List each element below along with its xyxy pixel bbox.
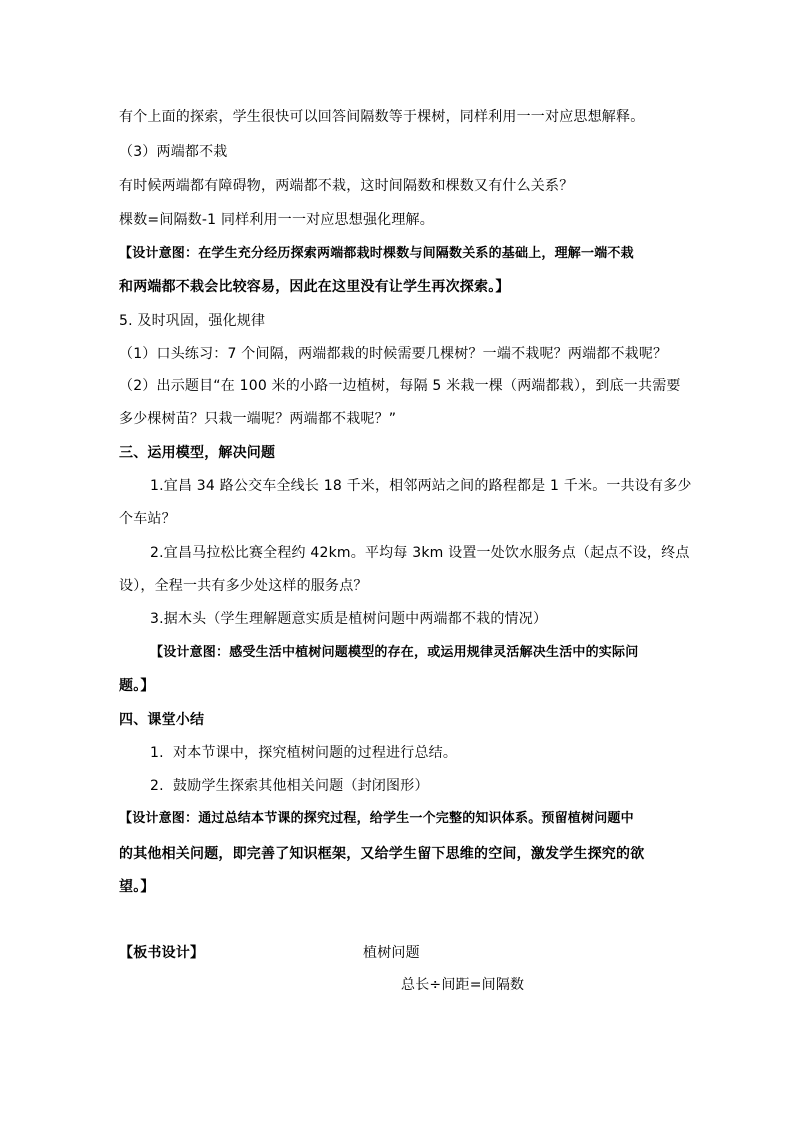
design-intent-line: 【设计意图：感受生活中植树问题模型的存在，或运用规律灵活解决生活中的实际问 [150, 645, 639, 660]
design-intent-line: 【设计意图：通过总结本节课的探究过程，给学生一个完整的知识体系。预留植树问题中 [119, 811, 634, 826]
exercise-line: 2.宜昌马拉松比赛全程约 42km。平均每 3km 设置一处饮水服务点（起点不设，终点 [150, 545, 690, 561]
design-intent-line: 题。】 [119, 678, 155, 694]
board-formula: 总长÷间距=间隔数 [401, 977, 525, 993]
design-intent-line: 【设计意图：在学生充分经历探索两端都栽时棵数与间隔数关系的基础上，理解一端不栽 [119, 246, 634, 261]
paragraph-line: （2）出示题目“在 100 米的小路一边植树，每隔 5 米栽一棵（两端都栽），到底一共需要 [119, 378, 681, 394]
section-heading: 四、课堂小结 [119, 712, 205, 728]
exercise-line: 3.据木头（学生理解题意实质是植树问题中两端都不栽的情况） [150, 611, 548, 627]
design-intent-line: 和两端都不栽会比较容易，因此在这里没有让学生再次探索。】 [119, 279, 510, 295]
paragraph-line: 有时候两端都有障碍物，两端都不栽，这时间隔数和棵数又有什么关系？ [119, 178, 574, 194]
summary-item: 1. 对本节课中，探究植树问题的过程进行总结。 [150, 745, 458, 761]
paragraph-line: （1）口头练习：7 个间隔，两端都栽的时候需要几棵树？一端不栽呢？两端都不栽呢？ [119, 346, 668, 362]
paragraph-line: 有个上面的探索，学生很快可以回答间隔数等于棵树，同样利用一一对应思想解释。 [119, 109, 645, 125]
exercise-line: 个车站？ [119, 511, 176, 527]
paragraph-line: 棵数=间隔数-1 同样利用一一对应思想强化理解。 [119, 212, 434, 228]
subsection-heading: （3）两端都不栽 [119, 144, 228, 160]
paragraph-line: 多少棵树苗？只栽一端呢？两端都不栽呢？” [119, 411, 397, 427]
section-heading: 三、运用模型，解决问题 [119, 445, 276, 461]
exercise-line: 1.宜昌 34 路公交车全线长 18 千米，相邻两站之间的路程都是 1 千米。一共设有多少 [150, 478, 692, 494]
board-title: 植树问题 [363, 945, 420, 961]
subsection-heading: 5. 及时巩固，强化规律 [119, 313, 266, 329]
exercise-line: 设），全程一共有多少处这样的服务点？ [119, 578, 368, 594]
summary-item: 2. 鼓励学生探索其他相关问题（封闭图形） [150, 778, 429, 794]
design-intent-line: 望。】 [119, 879, 155, 895]
board-design-label: 【板书设计】 [119, 945, 205, 961]
design-intent-line: 的其他相关问题，即完善了知识框架，又给学生留下思维的空间，激发学生探究的欲 [119, 846, 645, 862]
